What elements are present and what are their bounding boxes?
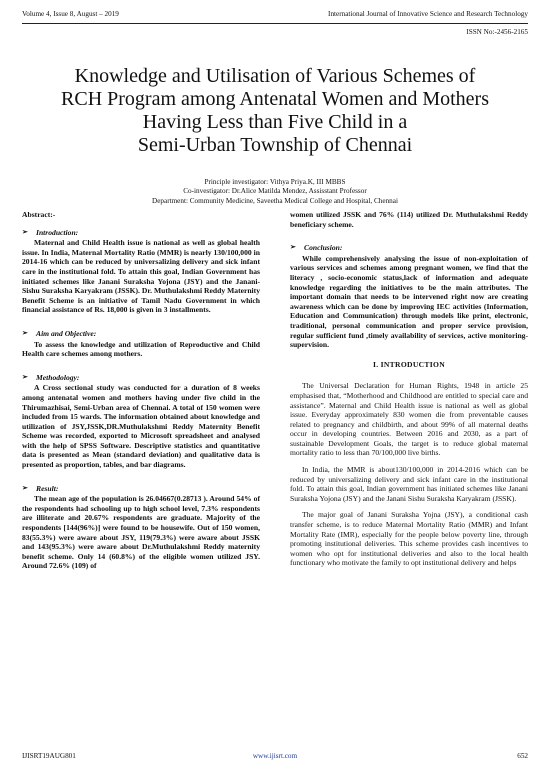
volume-info: Volume 4, Issue 8, August – 2019 (22, 10, 119, 18)
title-line: Having Less than Five Child in a (142, 111, 408, 133)
journal-name: International Journal of Innovative Science and Research Technology (328, 10, 528, 18)
result-text: The mean age of the population is 26.04667(0.28713 ). Around 54% of the respondents had schooling up to high school level, 7.3% respondents are illiterate and 20.67% respondents are graduate. Majority of the respondents [144(96%)] were found to be housewife. Out of 150 women, 83(55.3%) were aware about JSY, 119(79.3%) were aware about JSSK and 143(95.3%) were aware about Dr.Muthulakshmi Reddy maternity benefit scheme. Only 14 (60.8%) of the eligible women utilized JSY. Around 72.6% (109) of (22, 494, 260, 571)
intro-paragraph: The Universal Declaration for Human Rights, 1948 in article 25 emphasised that, “Motherhood and Childhood are entitled to special care and assistance”. Maternal and Child Health issue is national as well as global issue. Everyday approximately 830 women die from preventable causes related to pregnancy and childbirth, and about 99% of all maternal deaths occur in developing countries. Between 2016 and 2030, as a part of sustainable Development Goals, the target is to reduce global maternal mortality ratio to less than 70/100,000 live births. (290, 381, 528, 458)
intro-paragraph: In India, the MMR is about130/100,000 in 2014-2016 which can be reduced by universalizing delivery and sick infant care in the institutional fold. To attain this goal, Indian government has initiated schemes like Janani Suraksha Yojona (JSY) and the Janani Sishu Suraksha Karyakram (JSSK). (290, 465, 528, 503)
title-line: Knowledge and Utilisation of Various Schemes of (74, 65, 476, 87)
title-line: RCH Program among Antenatal Women and Mothers (61, 88, 489, 110)
arrow-bullet-icon: ➢ (22, 227, 28, 236)
result-continued: women utilized JSSK and 76% (114) utilized Dr. Muthulakshmi Reddy beneficiary scheme. (290, 210, 528, 229)
heading-text: Conclusion: (304, 243, 343, 253)
arrow-bullet-icon: ➢ (22, 483, 28, 492)
arrow-bullet-icon: ➢ (22, 328, 28, 337)
right-column (290, 210, 528, 575)
page-number: 652 (517, 752, 528, 760)
department: Department: Community Medicine, Saveetha Medical College and Hospital, Chennai (152, 196, 398, 205)
left-column (22, 210, 260, 571)
methodology-heading (22, 373, 260, 383)
principal-investigator: Principle investigator: Vithya Priya.K, III MBBS (204, 178, 346, 186)
aim-text: To assess the knowledge and utilization of Reproductive and Child Health care schemes among mothers. (22, 339, 260, 359)
conclusion-heading (290, 243, 528, 253)
aim-heading (22, 329, 260, 339)
article-code: IJISRT19AUG801 (22, 752, 76, 760)
conclusion-text: While comprehensively analysing the issue of non-exploitation of various services and schemes among pregnant women, we find that the literacy , socio-economic status,lack of information and adequate knowledge regarding the initiatives to be the main attributes. The important domain that needs to be intervened right now are creating awareness which can be done by improving IEC activities (Information, Education and Communication) through models like print, electronic, traditional, personal communication and proper service provision, regular sufficient fund ,timely availability of services, active monitoring-supervision. (290, 253, 528, 350)
intro-paragraph: The major goal of Janani Suraksha Yojna (JSY), a conditional cash transfer scheme, is to reduce Maternal Mortality Ratio (MMR) and Infant Mortality Rate (IMR), especially for the people below poverty line, through promoting institutional deliveries. This scheme provides cash incentives to women who opt for institutional deliveries and also to the local health functionary who motivate the family to opt institutional delivery and helps (290, 510, 528, 568)
introduction-text: Maternal and Child Health issue is national as well as global health issue. In India, Maternal Mortality Ratio (MMR) is nearly 130/100,000 in 2014-16 which can be reduced by universalizing delivery and sick infant care in the institutional fold. To attain this goal, Indian Government has initiated schemes like Janani Suraksha Yojona (JSY) and the Janani-Sishu Suraksha Karyakram (JSSK). Dr. Muthulakshmi Reddy Maternity Benefit Scheme is an initiative of Tamil Nadu Government in which financial assistance of Rs. 18,000 is given in 3 installments. (22, 238, 260, 315)
heading-text: Methodology: (36, 372, 80, 382)
co-investigator: Co-investigator: Dr.Alice Matilda Mendez, Assisstant Professor (183, 187, 367, 196)
result-heading (22, 484, 260, 494)
arrow-bullet-icon: ➢ (290, 243, 296, 252)
arrow-bullet-icon: ➢ (22, 372, 28, 381)
heading-text: Result: (36, 483, 59, 493)
section-heading-introduction: I. INTRODUCTION (372, 359, 445, 369)
paper-title (20, 65, 530, 157)
introduction-heading (22, 228, 260, 238)
heading-text: Introduction: (36, 227, 79, 237)
header-rule (22, 23, 528, 24)
journal-website-link[interactable]: www.ijisrt.com (252, 752, 298, 760)
author-block (20, 178, 530, 206)
methodology-text: A Cross sectional study was conducted for a duration of 8 weeks among antenatal women and mothers having under five child in the Thirumazhisai, Semi-Urban area of Chennai. A total of 150 women were included from 15 wards. The information obtained about knowledge and utilization of JSY,JSSK,DR.Muthulakshmi Reddy Maternity Benefit Scheme was recorded, exported to Microsoft spreadsheet and analysed with the help of SPSS Software. Descriptive statistics and quantitative data is presented as Mean (standard deviation) and qualitative data is presented as proportion, tables, and bar diagrams. (22, 383, 260, 470)
heading-text: Aim and Objective: (36, 328, 97, 338)
issn: ISSN No:-2456-2165 (466, 28, 528, 36)
abstract-label: Abstract:- (22, 210, 56, 219)
title-line: Semi-Urban Township of Chennai (137, 134, 413, 156)
